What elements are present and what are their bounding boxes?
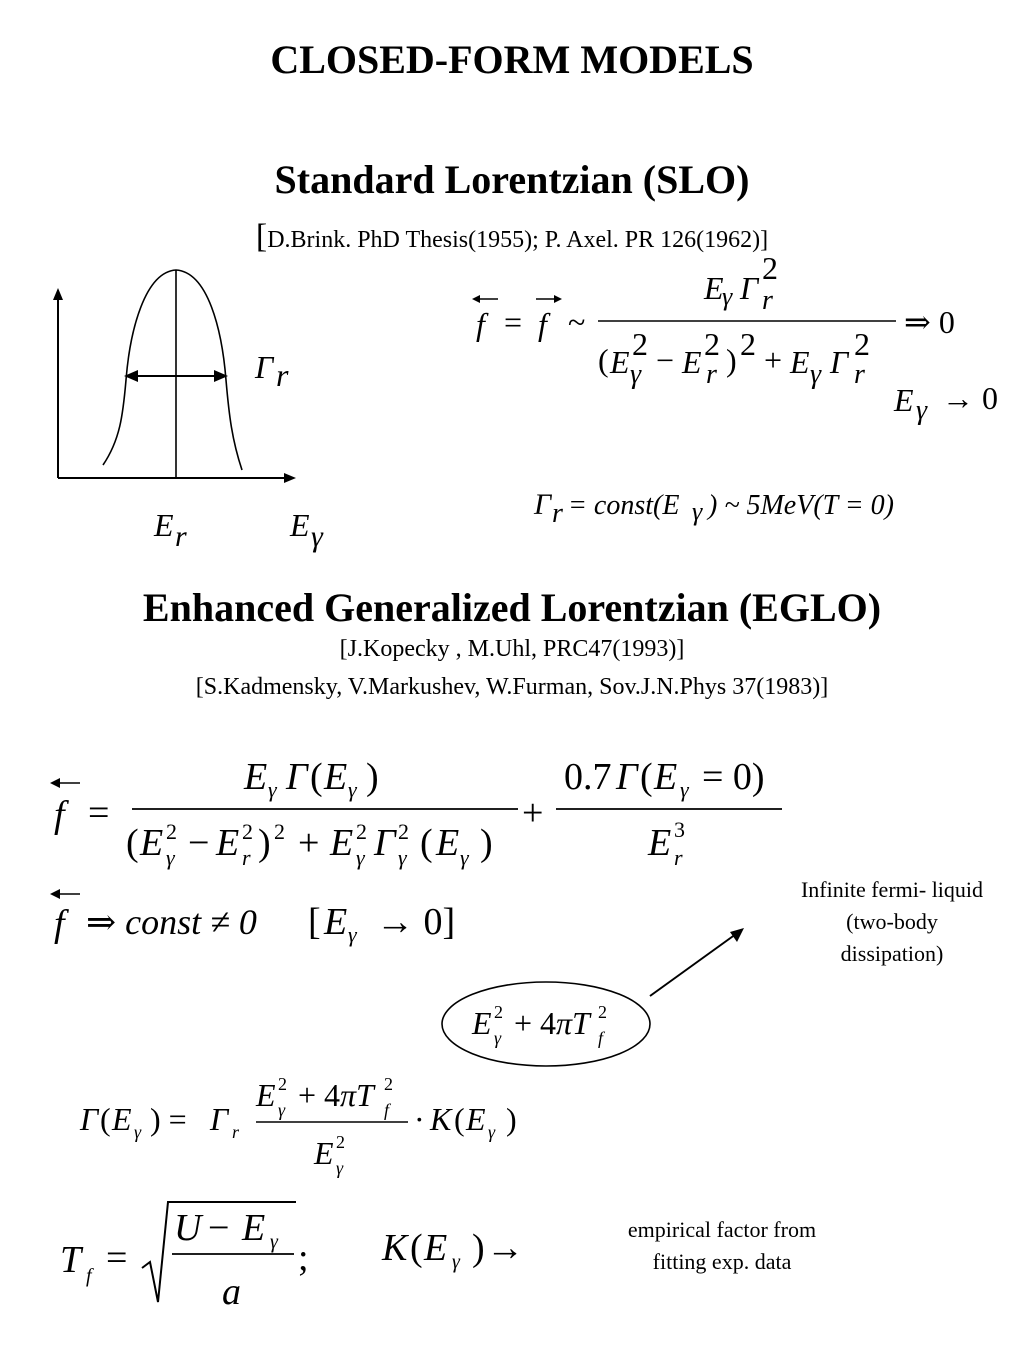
svg-text:2: 2 [598, 1002, 607, 1022]
svg-text:[: [ [308, 901, 321, 943]
note-line-3: dissipation) [840, 941, 944, 966]
svg-text:3: 3 [674, 817, 685, 842]
gamma-r-label: Γ [255, 349, 274, 385]
svg-text:2: 2 [632, 326, 648, 362]
svg-text:(: ( [310, 756, 323, 798]
svg-text:a: a [222, 1271, 241, 1313]
svg-text:): ) [726, 342, 737, 378]
svg-text:γ: γ [166, 845, 175, 870]
svg-text:γ: γ [916, 395, 928, 426]
svg-text:→ 0]: → 0] [376, 901, 456, 943]
svg-text:(: ( [598, 342, 609, 378]
svg-text:γ: γ [268, 777, 277, 802]
svg-text:f: f [538, 306, 547, 342]
svg-text:2: 2 [278, 1074, 287, 1094]
svg-text:K: K [382, 1227, 408, 1269]
svg-text:;: ; [298, 1237, 309, 1279]
svg-text:+ 4: + 4 [298, 1077, 341, 1113]
svg-text:2: 2 [762, 255, 778, 286]
svg-text:r: r [706, 359, 717, 390]
svg-text:γ: γ [680, 777, 689, 802]
gamma-r-sub: r [276, 357, 289, 393]
svg-text:−: − [208, 1207, 230, 1249]
svg-text:2: 2 [166, 819, 177, 844]
empirical-note [596, 1214, 848, 1278]
svg-text:E: E [244, 756, 268, 798]
eglo-formula [40, 745, 820, 870]
svg-text:−: − [188, 822, 210, 864]
svg-text:E: E [436, 822, 460, 864]
svg-text:(: ( [126, 822, 139, 864]
svg-text:γ: γ [270, 1231, 278, 1253]
svg-text:2: 2 [854, 326, 870, 362]
svg-text:E: E [610, 344, 630, 380]
slo-heading: Standard Lorentzian (SLO) [274, 157, 750, 202]
svg-text:Γ: Γ [286, 756, 308, 798]
y-axis-arrow-icon [53, 288, 63, 300]
svg-text:Γ: Γ [616, 756, 638, 798]
slo-lorentzian-plot [0, 260, 360, 560]
svg-text:E: E [654, 756, 678, 798]
svg-text:γ: γ [278, 1100, 286, 1120]
ellipse-callout [440, 920, 760, 1070]
svg-text:) =: ) = [150, 1101, 187, 1137]
svg-text:r: r [674, 845, 683, 870]
svg-text:γ: γ [488, 1122, 496, 1142]
svg-text:E: E [704, 270, 724, 306]
svg-text:E: E [242, 1207, 266, 1249]
note-line-1: Infinite fermi- liquid [800, 877, 984, 902]
svg-text:r: r [762, 285, 773, 316]
svg-text:): ) [258, 822, 271, 864]
svg-text:2: 2 [356, 819, 367, 844]
svg-text:E: E [324, 756, 348, 798]
svg-text:r: r [232, 1122, 240, 1142]
eglo-heading: Enhanced Generalized Lorentzian (EGLO) [142, 585, 882, 630]
note-line-2: (two-body [846, 909, 938, 934]
svg-text:γ: γ [134, 1122, 142, 1142]
svg-text:2: 2 [494, 1002, 503, 1022]
gamma-const-text: = const(E [568, 490, 680, 521]
svg-text:γ: γ [348, 922, 357, 947]
svg-text:γ: γ [336, 1158, 344, 1178]
svg-text:(: ( [410, 1227, 423, 1269]
svg-text:E: E [424, 1227, 448, 1269]
svg-text:Γ: Γ [374, 822, 396, 864]
svg-text:E: E [648, 822, 672, 864]
svg-text:Γ: Γ [534, 488, 552, 521]
svg-text:Γ: Γ [80, 1101, 99, 1137]
gamma-const-formula [530, 480, 930, 540]
svg-text:E: E [894, 382, 914, 418]
eg-label: E [290, 507, 310, 543]
svg-text:=: = [504, 304, 523, 340]
eg-sub: γ [311, 520, 323, 553]
svg-text:(: ( [420, 822, 433, 864]
svg-text:(: ( [640, 756, 653, 798]
svg-text:f: f [86, 1265, 92, 1287]
svg-text:πT: πT [340, 1077, 374, 1113]
page-title: CLOSED-FORM MODELS [270, 37, 754, 82]
svg-text:−: − [656, 342, 675, 378]
svg-text:E: E [466, 1101, 486, 1137]
svg-text:=: = [106, 1237, 128, 1279]
svg-text:f: f [54, 794, 65, 836]
svg-text:E: E [472, 1005, 492, 1041]
svg-text:): ) [472, 1227, 485, 1269]
eglo-ref-2: [S.Kadmensky, V.Markushev, W.Furman, Sov.J.N.Phys 37(1983)] [195, 674, 829, 700]
svg-text:= 0): = 0) [702, 756, 765, 798]
gamma-energy-formula [70, 1070, 550, 1180]
svg-text:(: ( [100, 1101, 111, 1137]
svg-text:E: E [790, 344, 810, 380]
svg-text:f: f [476, 306, 485, 342]
callout-arrow-head-icon [730, 928, 744, 942]
svg-text:E: E [112, 1101, 132, 1137]
empirical-line-1: empirical factor from [627, 1217, 817, 1242]
svg-text:Γ: Γ [830, 344, 849, 380]
svg-text:γ: γ [692, 497, 703, 526]
svg-text:r: r [242, 845, 251, 870]
svg-text:γ: γ [348, 777, 357, 802]
fermi-liquid-note [770, 874, 1014, 970]
svg-text:γ: γ [356, 845, 365, 870]
tf-formula [50, 1190, 570, 1320]
slo-formula [460, 255, 1020, 430]
svg-text:γ: γ [494, 1028, 502, 1048]
svg-text:r: r [552, 498, 563, 529]
svg-text:+ 4: + 4 [514, 1005, 557, 1041]
svg-text:U: U [174, 1207, 202, 1249]
svg-text:E: E [216, 822, 240, 864]
svg-text:·: · [414, 1101, 425, 1137]
svg-text:E: E [324, 901, 348, 943]
svg-text:E: E [314, 1135, 334, 1171]
svg-text:2: 2 [740, 326, 756, 362]
eglo-const-text: ⇒ const ≠ 0 [86, 902, 257, 942]
svg-text:γ: γ [452, 1251, 460, 1273]
svg-text:γ: γ [460, 845, 469, 870]
svg-text:=: = [88, 792, 110, 834]
svg-text:+: + [522, 792, 544, 834]
svg-text:E: E [256, 1077, 276, 1113]
eglo-ref-1: [J.Kopecky , M.Uhl, PRC47(1993)] [339, 636, 685, 662]
svg-text:γ: γ [722, 282, 733, 311]
lorentzian-curve [103, 270, 242, 470]
svg-text:(: ( [454, 1101, 465, 1137]
slo-limit: → 0 [942, 380, 998, 416]
svg-text:f: f [384, 1100, 390, 1120]
svg-text:2: 2 [242, 819, 253, 844]
svg-text:→: → [486, 1227, 524, 1269]
empirical-line-2: fitting exp. data [652, 1249, 792, 1274]
svg-text:γ: γ [630, 359, 642, 390]
svg-text:r: r [854, 359, 865, 390]
svg-text:Γ: Γ [740, 270, 759, 306]
svg-text:T: T [60, 1239, 82, 1281]
svg-text:E: E [140, 822, 164, 864]
eglo-limit-formula [40, 880, 480, 950]
svg-text:γ: γ [398, 845, 407, 870]
svg-text:~: ~ [568, 304, 586, 340]
svg-text:): ) [480, 822, 493, 864]
slo-ref-bracket: [ [255, 218, 268, 255]
svg-text:2: 2 [384, 1074, 393, 1094]
svg-text:2: 2 [704, 326, 720, 362]
callout-arrow [650, 934, 736, 996]
svg-text:f: f [54, 903, 65, 945]
slo-ref-text: D.Brink. PhD Thesis(1955); P. Axel. PR 126(1962)] [267, 227, 769, 253]
slo-reference [0, 218, 1024, 256]
svg-text:K: K [430, 1101, 452, 1137]
svg-text:): ) [366, 756, 379, 798]
eglo-second-num: 0.7 [564, 756, 612, 798]
svg-text:E: E [330, 822, 354, 864]
x-axis-arrow-icon [284, 473, 296, 483]
svg-text:πT: πT [556, 1005, 590, 1041]
svg-text:f: f [598, 1028, 604, 1048]
svg-text:+: + [764, 342, 783, 378]
slo-implies-zero: ⇒ 0 [904, 304, 955, 340]
svg-text:+: + [298, 822, 320, 864]
svg-text:): ) [506, 1101, 517, 1137]
er-label: E [154, 507, 174, 543]
svg-text:2: 2 [398, 819, 409, 844]
svg-text:2: 2 [274, 819, 285, 844]
svg-text:γ: γ [810, 359, 822, 390]
svg-text:E: E [682, 344, 702, 380]
gamma-const-tail: ) ~ 5MeV(T = 0) [708, 490, 894, 521]
svg-text:Γ: Γ [210, 1101, 229, 1137]
svg-text:2: 2 [336, 1132, 345, 1152]
er-sub: r [175, 520, 187, 553]
